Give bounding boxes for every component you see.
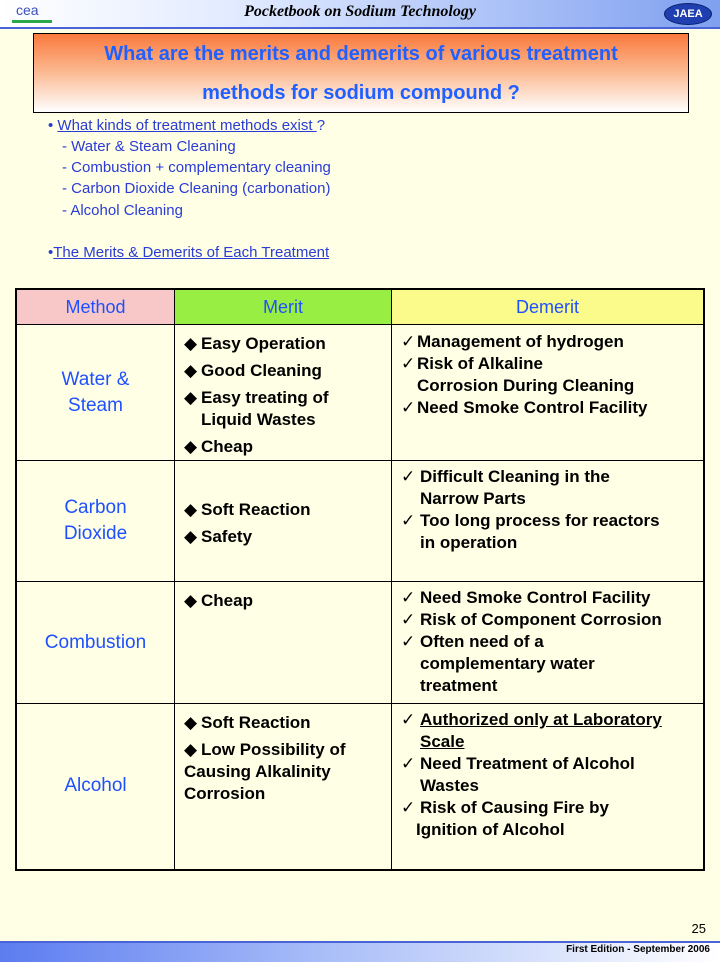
merit-cell [175,582,392,704]
diamond-bullet-icon: ◆ [184,740,198,759]
merit-item: ◆ Low Possibility of [184,740,346,759]
demerit-item: ✓ Management of hydrogen [401,332,624,351]
method-cell: Combustion [16,582,175,704]
merit-continuation: Causing Alkalinity Corrosion [184,762,331,803]
diamond-bullet-icon: ◆ [184,334,198,353]
diamond-bullet-icon: ◆ [184,388,198,407]
diamond-bullet-icon: ◆ [184,437,198,456]
slide-title-line-1: What are the merits and demerits of various treatment [104,43,618,65]
method-item: - Combustion + complementary cleaning [62,159,331,176]
question-link[interactable]: What kinds of treatment methods exist [57,117,317,134]
jaea-logo: JAEA [664,3,712,25]
merit-cell [175,704,392,870]
merits-heading-line: •The Merits & Demerits of Each Treatment [48,244,330,261]
merit-item: ◆ Cheap [184,437,253,456]
merits-heading-link[interactable]: The Merits & Demerits of Each Treatment [53,244,330,261]
merit-item: ◆ Good Cleaning [184,361,322,380]
merit-item: ◆ Easy Operation [184,334,326,353]
demerit-cell [392,461,705,582]
check-icon: ✓ [401,710,416,729]
method-cell: Carbon Dioxide [16,461,175,582]
demerit-item: ✓ Often need of a complementary water treatment [401,632,595,695]
check-icon: ✓ [401,754,416,773]
header-demerit: Demerit [392,289,705,325]
demerit-item: ✓ Too long process for reactors in operation [401,511,660,552]
merit-item: ◆ Safety [184,527,253,546]
table-row [16,325,704,461]
cea-logo: cea [10,3,50,25]
method-item: - Alcohol Cleaning [62,202,183,219]
table-header-row [16,289,704,325]
table-row [16,704,704,870]
demerit-item: ✓ Risk of Alkaline Corrosion During Cleaning [401,354,635,395]
method-cell: Alcohol [16,704,175,870]
check-icon: ✓ [401,354,416,373]
check-icon: ✓ [401,610,416,629]
header-merit: Merit [175,289,392,325]
slide-title-line-2: methods for sodium compound ? [202,82,520,104]
check-icon: ✓ [401,798,416,817]
demerit-item: ✓ Risk of Component Corrosion [401,610,662,629]
demerit-item: ✓ Need Smoke Control Facility [401,398,648,417]
merit-item: ◆ Soft Reaction [184,713,311,732]
diamond-bullet-icon: ◆ [184,527,198,546]
demerit-item: ✓ Difficult Cleaning in the Narrow Parts [401,467,610,508]
check-icon: ✓ [401,511,416,530]
merit-item: ◆ Easy treating of Liquid Wastes [184,388,329,429]
demerit-cell [392,582,705,704]
merit-item: ◆ Soft Reaction [184,500,311,519]
header-title: Pocketbook on Sodium Technology [244,3,476,20]
check-icon: ✓ [401,588,416,607]
merit-cell [175,325,392,461]
demerit-item: ✓ Authorized only at Laboratory Scale [401,710,662,751]
demerit-item: ✓ Need Treatment of Alcohol Wastes [401,754,635,795]
footer-bar [0,941,720,962]
question-line: • What kinds of treatment methods exist ? [48,117,326,134]
diamond-bullet-icon: ◆ [184,713,198,732]
treatment-comparison-table [15,288,705,871]
method-cell: Water & Steam [16,325,175,461]
check-icon: ✓ [401,467,416,486]
demerit-cell [392,704,705,870]
page-number: 25 [691,921,706,936]
header-method: Method [16,289,175,325]
check-icon: ✓ [401,332,416,351]
merit-item: ◆ Cheap [184,591,253,610]
check-icon: ✓ [401,632,416,651]
table-row [16,582,704,704]
diamond-bullet-icon: ◆ [184,500,198,519]
edition-text: First Edition - September 2006 [566,944,710,955]
check-icon: ✓ [401,398,416,417]
table-row [16,461,704,582]
diamond-bullet-icon: ◆ [184,591,198,610]
demerit-cell [392,325,705,461]
header-bar [0,0,720,29]
merit-cell [175,461,392,582]
demerit-item: ✓ Risk of Causing Fire by Ignition of Alcohol [401,798,609,839]
method-item: - Carbon Dioxide Cleaning (carbonation) [62,180,331,197]
method-item: - Water & Steam Cleaning [62,138,236,155]
slide-title-box [33,33,689,113]
diamond-bullet-icon: ◆ [184,361,198,380]
demerit-item: ✓ Need Smoke Control Facility [401,588,651,607]
